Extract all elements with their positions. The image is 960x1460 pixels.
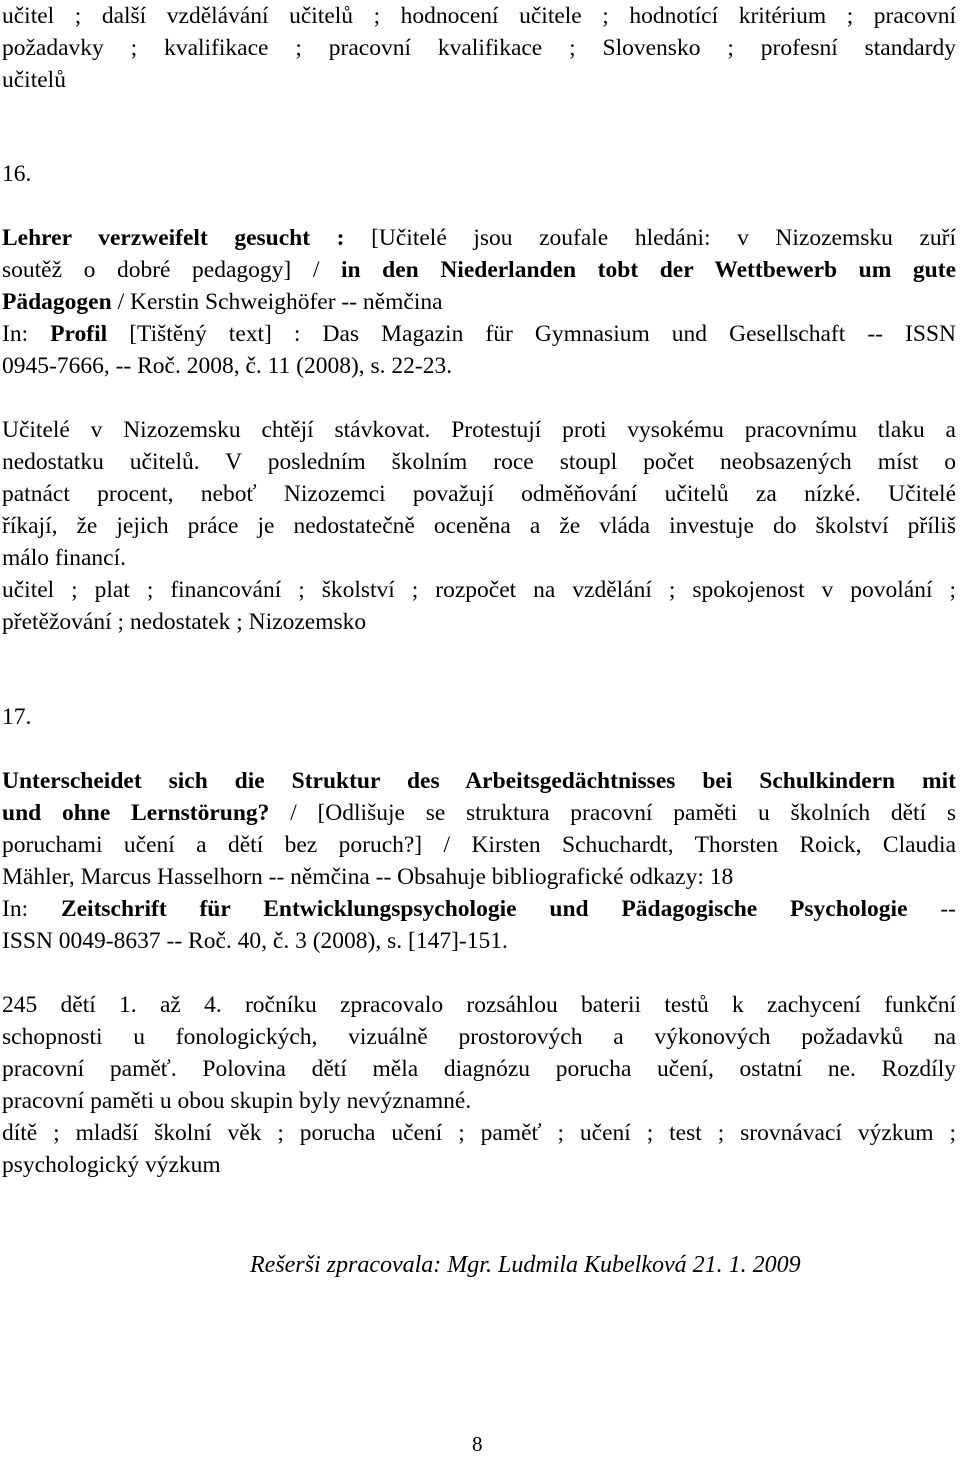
authors-line: Mähler, Marcus Hasselhorn -- němčina -- Obsahuje bibliografické odkazy: 18 [2, 864, 734, 890]
czech-title: [Odlišuje se struktura pracovní paměti u školních dětí s [317, 800, 956, 826]
czech-title: soutěž o dobré pedagogy] [2, 257, 292, 283]
keywords-line: psychologický výzkum [2, 1152, 221, 1178]
czech-title: poruchami učení a dětí bez poruch?] [2, 832, 423, 858]
abstract-line: pracovní paměť. Polovina dětí měla diagnózu porucha učení, ostatní ne. Rozdíly [2, 1056, 956, 1082]
citation-line [2, 254, 956, 286]
entry-17-citation [2, 765, 956, 957]
signature: Rešerši zpracovala: Mgr. Ludmila Kubelková 21. 1. 2009 [250, 1252, 801, 1278]
in-label: In: [2, 896, 61, 922]
abstract-line: schopnosti u fonologických, vizuálně prostorových a výkonových požadavků na [2, 1024, 956, 1050]
abstract-line: nedostatku učitelů. V posledním školním roce stoupl počet neobsazených míst o [2, 449, 956, 475]
citation-line [2, 318, 956, 350]
entry-17-abstract [2, 989, 956, 1181]
keywords-line: přetěžování ; nedostatek ; Nizozemsko [2, 609, 367, 635]
keywords-line: učitelů [2, 67, 66, 93]
keywords-line: požadavky ; kvalifikace ; pracovní kvalifikace ; Slovensko ; profesní standardy [2, 35, 956, 61]
german-title: Lehrer verzweifelt gesucht : [2, 225, 345, 251]
author: / Kerstin Schweighöfer -- němčina [111, 289, 443, 315]
issn-line: 0945-7666, -- Roč. 2008, č. 11 (2008), s. 22-23. [2, 353, 453, 379]
entry-17-number [2, 701, 956, 733]
journal-title: Profil [50, 321, 108, 347]
journal-details: [Tištěný text] : Das Magazin für Gymnasium und Gesellschaft -- ISSN [107, 321, 956, 347]
citation-line [2, 893, 956, 925]
abstract-line: Učitelé v Nizozemsku chtějí stávkovat. Protestují proti vysokému pracovnímu tlaku a [2, 417, 956, 443]
separator: / [291, 257, 341, 283]
keywords-line: dítě ; mladší školní věk ; porucha učení ; paměť ; učení ; test ; srovnávací výzkum ; [2, 1120, 956, 1146]
keywords-line: učitel ; další vzdělávání učitelů ; hodnocení učitele ; hodnotící kritérium ; pracovní [2, 3, 956, 29]
page-number: 8 [472, 1432, 483, 1456]
citation-line [2, 222, 956, 254]
authors: Kirsten Schuchardt, Thorsten Roick, Claudia [471, 832, 956, 858]
citation-line: poruchami učení a dětí bez poruch?] / Kirsten Schuchardt, Thorsten Roick, Claudia [2, 832, 956, 858]
entry-16-abstract [2, 414, 956, 638]
entry-number: 16. [2, 161, 32, 187]
citation-line: und ohne Lernstörung? / [Odlišuje se struktura pracovní paměti u školních dětí s [2, 800, 956, 826]
abstract-line: patnáct procent, neboť Nizozemci považují odměňování učitelů za nízké. Učitelé [2, 481, 956, 507]
german-subtitle: Pädagogen [2, 289, 112, 315]
journal-details: -- [907, 896, 956, 922]
german-subtitle: in den Niederlanden tobt der Wettbewerb um gute [340, 257, 956, 283]
in-label: In: [2, 321, 51, 347]
czech-title: [Učitelé jsou zoufale hledáni: v Nizozemsku zuří [344, 225, 957, 251]
journal-title: Zeitschrift für Entwicklungspsychologie und Pädagogische Psychologie [60, 896, 908, 922]
abstract-line: říkají, že jejich práce je nedostatečně oceněna a že vláda investuje do školství příliš [2, 513, 956, 539]
citation-line [2, 286, 956, 318]
keywords-line: učitel ; plat ; financování ; školství ; rozpočet na vzdělání ; spokojenost v povolání ; [2, 577, 956, 603]
keywords-block-15 [2, 0, 956, 96]
abstract-line: 245 dětí 1. až 4. ročníku zpracovalo rozsáhlou baterii testů k zachycení funkční [2, 992, 956, 1018]
entry-16-citation [2, 222, 956, 382]
entry-number: 17. [2, 704, 32, 730]
issn-line: ISSN 0049-8637 -- Roč. 40, č. 3 (2008), s. [147]-151. [2, 928, 508, 954]
german-title: und ohne Lernstörung? [2, 800, 270, 826]
abstract-line: málo financí. [2, 545, 126, 571]
german-title: Unterscheidet sich die Struktur des Arbeitsgedächtnisses bei Schulkindern mit [2, 768, 956, 794]
abstract-line: pracovní paměti u obou skupin byly nevýznamné. [2, 1088, 472, 1114]
entry-16-number [2, 158, 956, 190]
